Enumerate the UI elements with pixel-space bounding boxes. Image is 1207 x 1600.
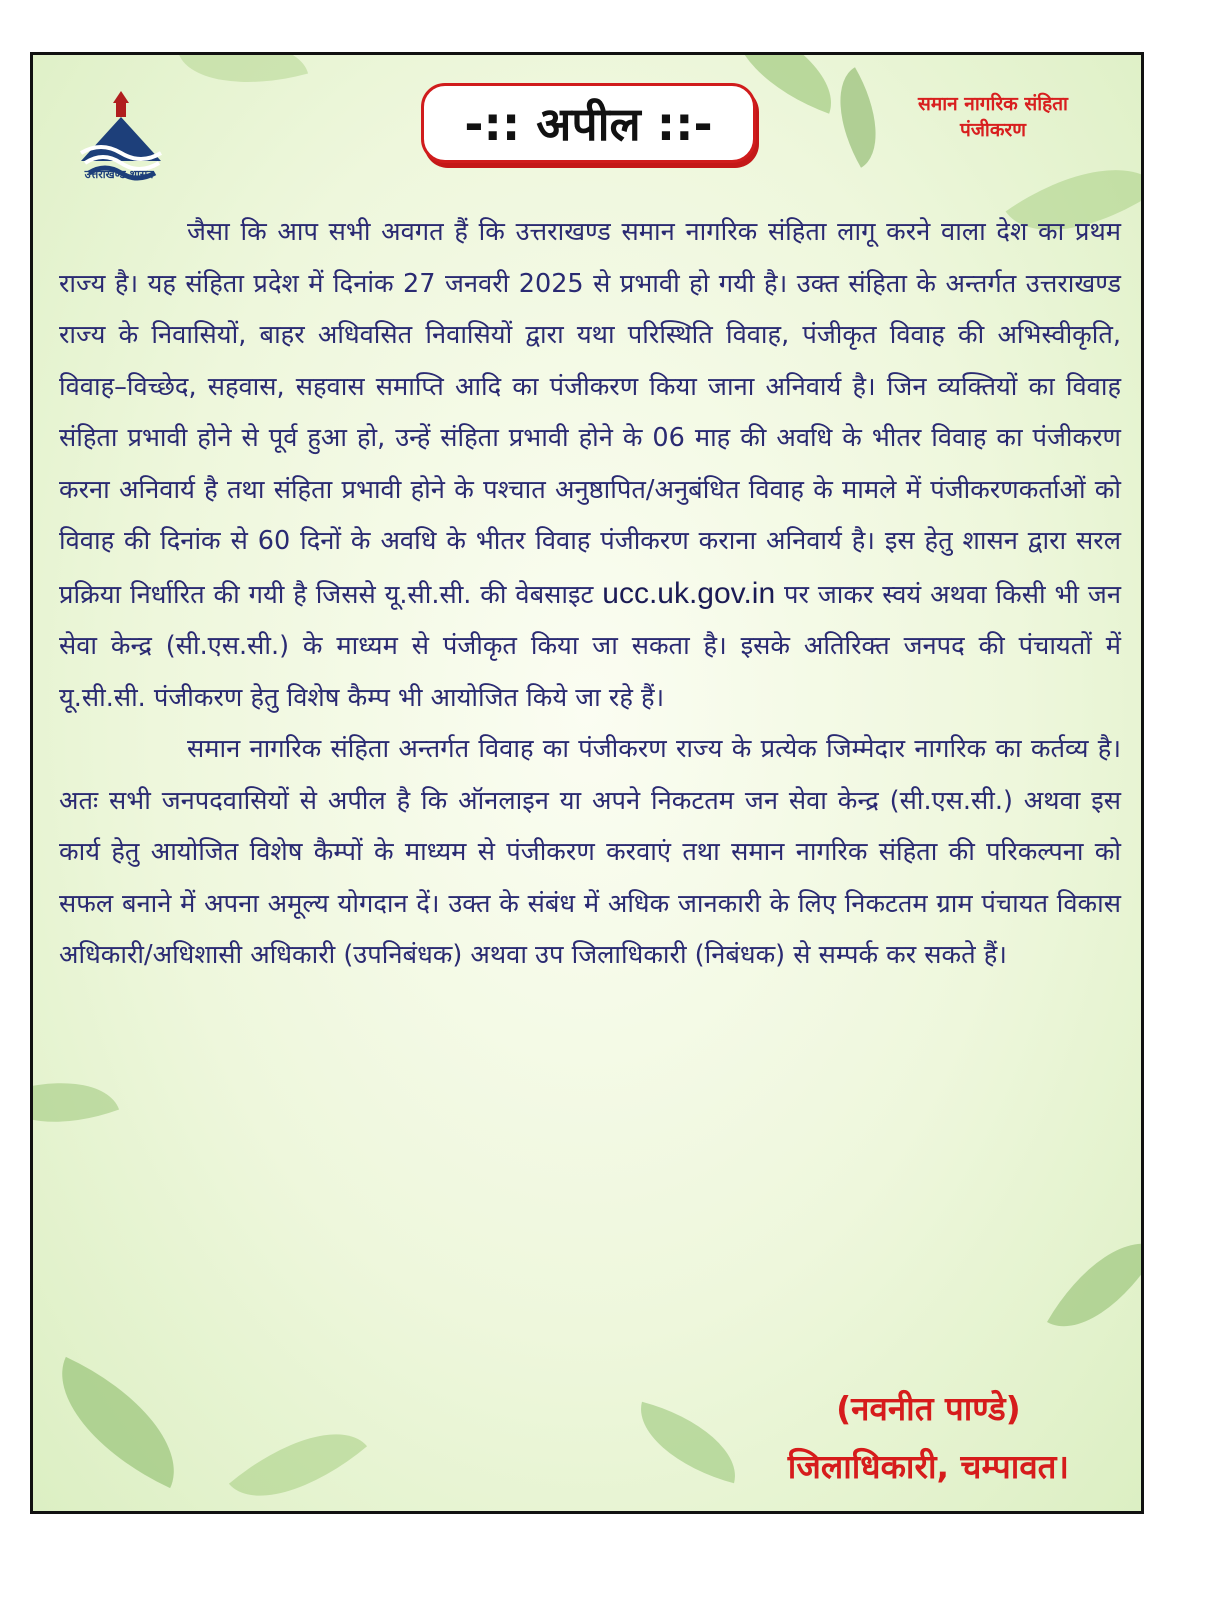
leaf-decoration <box>229 1400 367 1514</box>
leaf-decoration <box>30 1058 119 1147</box>
paragraph-1 <box>59 207 1121 724</box>
poster-frame <box>30 52 1144 1514</box>
website-link[interactable]: ucc.uk.gov.in <box>602 576 776 610</box>
header-tag <box>843 91 1143 143</box>
tag-line-1: समान नागरिक संहिता <box>918 93 1068 115</box>
leaf-decoration <box>178 52 308 105</box>
leaf-decoration <box>34 1357 202 1488</box>
signatory-name: (नवनीत पाण्डे) <box>836 1389 1021 1428</box>
leaf-decoration <box>1047 1218 1144 1352</box>
paragraph-1-text-cont: पर जाकर स्वयं अथवा किसी भी जन सेवा केन्द्र (सी.एस.सी.) के माध्यम से पंजीकृत किया जा सकता है। इसके अतिरिक्त जनपद की पंचायतों में यू.सी.सी. पंजीकरण हेतु विशेष कैम्प भी आयोजित किये जा रहे हैं। <box>59 579 1122 713</box>
appeal-body <box>59 207 1121 982</box>
signature-block <box>788 1380 1069 1496</box>
logo-caption: उत्तराखण्ड शासन <box>84 168 154 181</box>
leaf-decoration <box>628 1402 748 1484</box>
tag-line-2: पंजीकरण <box>960 119 1026 141</box>
paragraph-1-text: जैसा कि आप सभी अवगत हैं कि उत्तराखण्ड समान नागरिक संहिता लागू करने वाला देश का प्रथम राज्य है। यह संहिता प्रदेश में दिनांक 27 जनवरी 2025 से प्रभावी हो गयी है। उक्त संहिता के अन्तर्गत उत्तराखण्ड राज्य के निवासियों, बाहर अधिवसित निवासियों द्वारा यथा परिस्थिति विवाह, पंजीकृत विवाह की अभिस्वीकृति, विवाह–विच्छेद, सहवास, सहवास समाप्ति आदि का पंजीकरण किया जाना अनिवार्य है। जिन व्यक्तियों का विवाह संहिता प्रभावी होने से पूर्व हुआ हो, उन्हें संहिता प्रभावी होने के 06 माह की अवधि के भीतर विवाह का पंजीकरण करना अनिवार्य है तथा संहिता प्रभावी होने के पश्चात अनुष्ठापित/अनुबंधित विवाह के मामले में पंजीकरणकर्ताओं को विवाह की दिनांक से 60 दिनों के अवधि के भीतर विवाह पंजीकरण कराना अनिवार्य है। इस हेतु शासन द्वारा सरल प्रक्रिया निर्धारित की गयी है जिससे यू.सी.सी. की वेबसाइट <box>59 217 1121 610</box>
signatory-designation: जिलाधिकारी, चम्पावत। <box>787 1447 1069 1486</box>
paragraph-2: समान नागरिक संहिता अन्तर्गत विवाह का पंजीकरण राज्य के प्रत्येक जिम्मेदार नागरिक का कर्तव्य है। अतः सभी जनपदवासियों से अपील है कि ऑनलाइन या अपने निकटतम जन सेवा केन्द्र (सी.एस.सी.) अथवा इस कार्य हेतु आयोजित विशेष कैम्पों के माध्यम से पंजीकरण करवाएं तथा समान नागरिक संहिता की परिकल्पना को सफल बनाने में अपना अमूल्य योगदान दें। उक्त के संबंध में अधिक जानकारी के लिए निकटतम ग्राम पंचायत विकास अधिकारी/अधिशासी अधिकारी (उपनिबंधक) अथवा उप जिलाधिकारी (निबंधक) से सम्पर्क कर सकते हैं। <box>59 734 1121 970</box>
page-title: -:: अपील ::- <box>421 83 756 163</box>
